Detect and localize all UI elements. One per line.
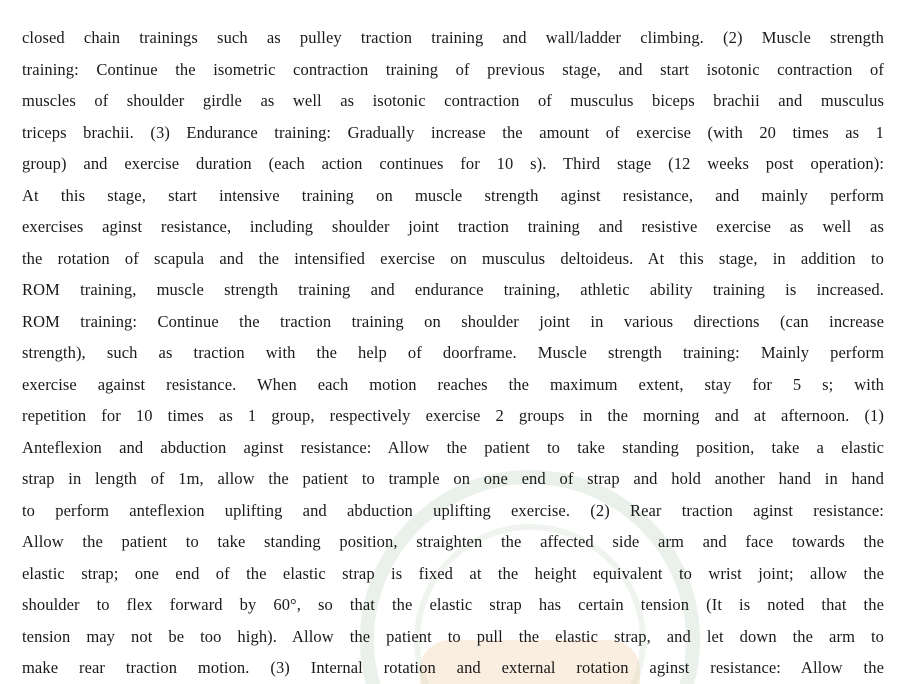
text-line: exercise against resistance. When each motion reaches the maximum extent, stay for 5 s; with [22,374,884,394]
text-line: repetition for 10 times as 1 group, respectively exercise 2 groups in the morning and at afternoon. (1) [22,406,884,425]
text-line: make rear traction motion. (3) Internal rotation and external rotation aginst resistance: Allow the [22,658,884,677]
text-line: Allow the patient to take standing position, straighten the affected side arm and face towards the [22,532,884,551]
text-line: elastic strap; one end of the elastic strap is fixed at the height equivalent to wrist joint; allow the [22,563,884,583]
text-line: shoulder to flex forward by 60°, so that the elastic strap has certain tension (It is noted that the [22,595,884,614]
text-line: exercises aginst resistance, including shoulder joint traction training and resistive exercise as well as [22,217,884,236]
text-line: to perform anteflexion uplifting and abduction uplifting exercise. (2) Rear traction aginst resistance: [22,500,884,520]
text-line: triceps brachii. (3) Endurance training: Gradually increase the amount of exercise (with 20 times as 1 [22,122,884,142]
text-line: closed chain trainings such as pulley traction training and wall/ladder climbing. (2) Muscle strength [22,28,884,47]
text-line: strength), such as traction with the help of doorframe. Muscle strength training: Mainly perform [22,343,884,362]
text-line: ROM training: Continue the traction training on shoulder joint in various directions (can increase [22,311,884,331]
text-line: muscles of shoulder girdle as well as isotonic contraction of musculus biceps brachii and musculus [22,91,884,110]
text-line: At this stage, start intensive training on muscle strength aginst resistance, and mainly perform [22,185,884,205]
text-line: tension may not be too high). Allow the patient to pull the elastic strap, and let down the arm to [22,626,884,646]
text-line: ROM training, muscle strength training and endurance training, athletic ability training is increased. [22,280,884,299]
text-line: Anteflexion and abduction aginst resistance: Allow the patient to take standing position, take a elastic [22,437,884,457]
text-line: training: Continue the isometric contraction training of previous stage, and start isotonic contraction of [22,59,884,79]
text-line: strap in length of 1m, allow the patient to trample on one end of strap and hold another hand in hand [22,469,884,488]
text-line: the rotation of scapula and the intensified exercise on musculus deltoideus. At this stage, in addition to [22,248,884,268]
body-text [22,22,884,684]
text-line: group) and exercise duration (each action continues for 10 s). Third stage (12 weeks post operation): [22,154,884,173]
